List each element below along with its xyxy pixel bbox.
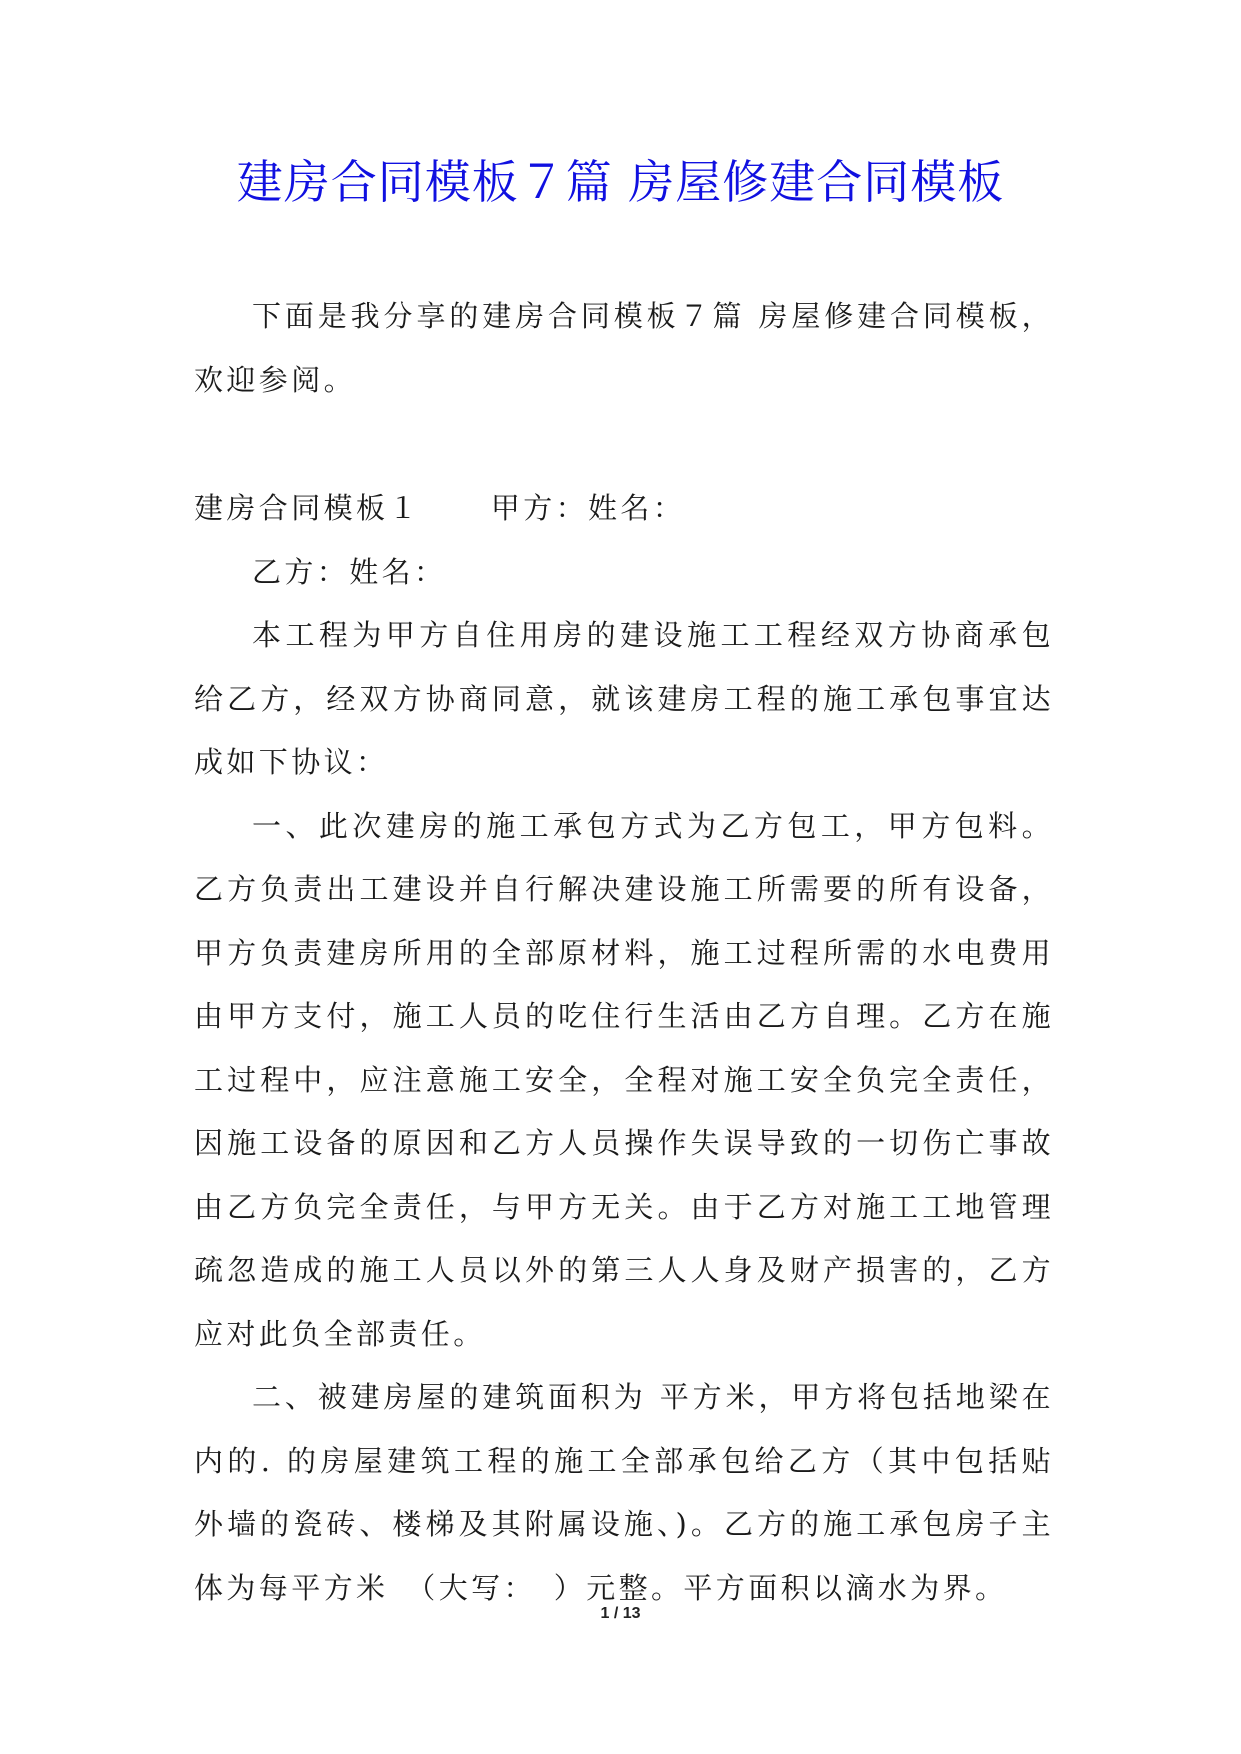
- section-heading: 建房合同模板１: [194, 491, 421, 525]
- clause-two-paragraph: 二、被建房屋的建筑面积为 平方米，甲方将包括地梁在内的. 的房屋建筑工程的施工全部承包给乙方（其中包括贴外墙的瓷砖、楼梯及其附属设施、)。乙方的施工承包房子主体为每平方米 （大写： ）元整。平方面积以滴水为界。: [194, 1380, 1054, 1605]
- section-heading-line: [194, 477, 1054, 541]
- spacer: [194, 412, 1054, 477]
- document-body: [194, 285, 1054, 1620]
- intro-paragraph: 下面是我分享的建房合同模板７篇 房屋修建合同模板，欢迎参阅。: [194, 299, 1054, 397]
- party-a-line: 甲方：姓名：: [490, 491, 686, 525]
- body-paragraph: 本工程为甲方自住用房的建设施工工程经双方协商承包给乙方，经双方协商同意，就该建房工程的施工承包事宜达成如下协议：: [194, 618, 1054, 779]
- document-title: 建房合同模板７篇 房屋修建合同模板: [236, 155, 1005, 209]
- party-b-line: 乙方：姓名：: [252, 554, 447, 589]
- clause-one-paragraph: 一、此次建房的施工承包方式为乙方包工，甲方包料。乙方负责出工建设并自行解决建设施工所需要的所有设备，甲方负责建房所用的全部原材料，施工过程所需的水电费用由甲方支付，施工人员的吃住行生活由乙方自理。乙方在施工过程中，应注意施工安全，全程对施工安全负完全责任，因施工设备的原因和乙方人员操作失误导致的一切伤亡事故由乙方负完全责任，与甲方无关。由于乙方对施工工地管理疏忽造成的施工人员以外的第三人人身及财产损害的，乙方应对此负全部责任。: [194, 808, 1054, 1351]
- page-number: 1 / 13: [600, 1605, 641, 1622]
